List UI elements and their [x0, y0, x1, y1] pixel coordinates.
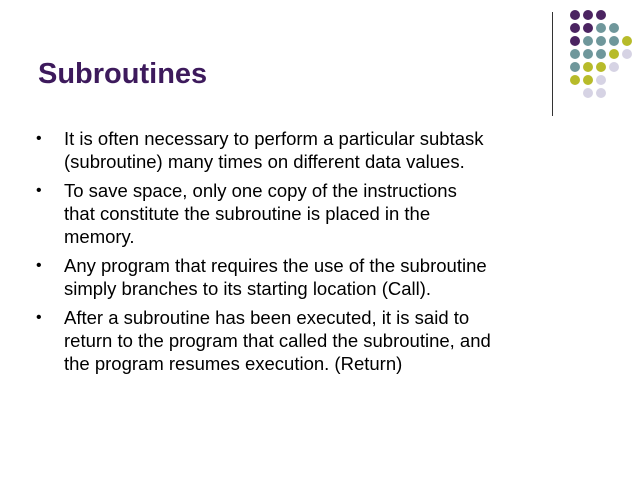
bullet-line: the program resumes execution. (Return): [64, 353, 403, 374]
bullet-list: [36, 127, 606, 381]
bullet-item: [36, 179, 606, 248]
dot-purple: [570, 36, 580, 46]
dot-lavender: [596, 75, 606, 85]
dot-olive: [570, 75, 580, 85]
dot-purple: [570, 10, 580, 20]
dot-olive: [609, 49, 619, 59]
dot-purple: [570, 23, 580, 33]
dot-olive: [622, 36, 632, 46]
bullet-line: Any program that requires the use of the subroutine: [64, 255, 487, 276]
bullet-icon: •: [36, 257, 42, 274]
dot-teal: [570, 62, 580, 72]
dot-teal: [583, 36, 593, 46]
bullet-item: [36, 127, 606, 173]
decorative-divider-line: [552, 12, 553, 116]
dot-teal: [583, 49, 593, 59]
slide-title: Subroutines: [38, 58, 208, 90]
bullet-line: simply branches to its starting location (Call).: [64, 278, 432, 299]
bullet-icon: •: [36, 182, 42, 199]
bullet-line: that constitute the subroutine is placed in the: [64, 203, 431, 224]
dot-lavender: [596, 88, 606, 98]
dot-purple: [596, 10, 606, 20]
decorative-dot-grid: [564, 10, 638, 106]
bullet-line: It is often necessary to perform a particular subtask: [64, 128, 484, 149]
dot-olive: [583, 62, 593, 72]
bullet-line: memory.: [64, 226, 135, 247]
dot-teal: [609, 36, 619, 46]
dot-lavender: [622, 49, 632, 59]
dot-teal: [609, 23, 619, 33]
bullet-line: (subroutine) many times on different data values.: [64, 151, 465, 172]
bullet-line: return to the program that called the subroutine, and: [64, 330, 491, 351]
dot-teal: [570, 49, 580, 59]
bullet-line: After a subroutine has been executed, it is said to: [64, 307, 470, 328]
dot-lavender: [609, 62, 619, 72]
dot-teal: [596, 23, 606, 33]
dot-olive: [583, 75, 593, 85]
bullet-icon: •: [36, 130, 42, 147]
dot-purple: [583, 23, 593, 33]
dot-lavender: [583, 88, 593, 98]
dot-teal: [596, 36, 606, 46]
bullet-item: [36, 254, 606, 300]
dot-olive: [596, 62, 606, 72]
dot-purple: [583, 10, 593, 20]
bullet-item: [36, 306, 606, 375]
bullet-icon: •: [36, 309, 42, 326]
bullet-line: To save space, only one copy of the instructions: [64, 180, 457, 201]
dot-teal: [596, 49, 606, 59]
